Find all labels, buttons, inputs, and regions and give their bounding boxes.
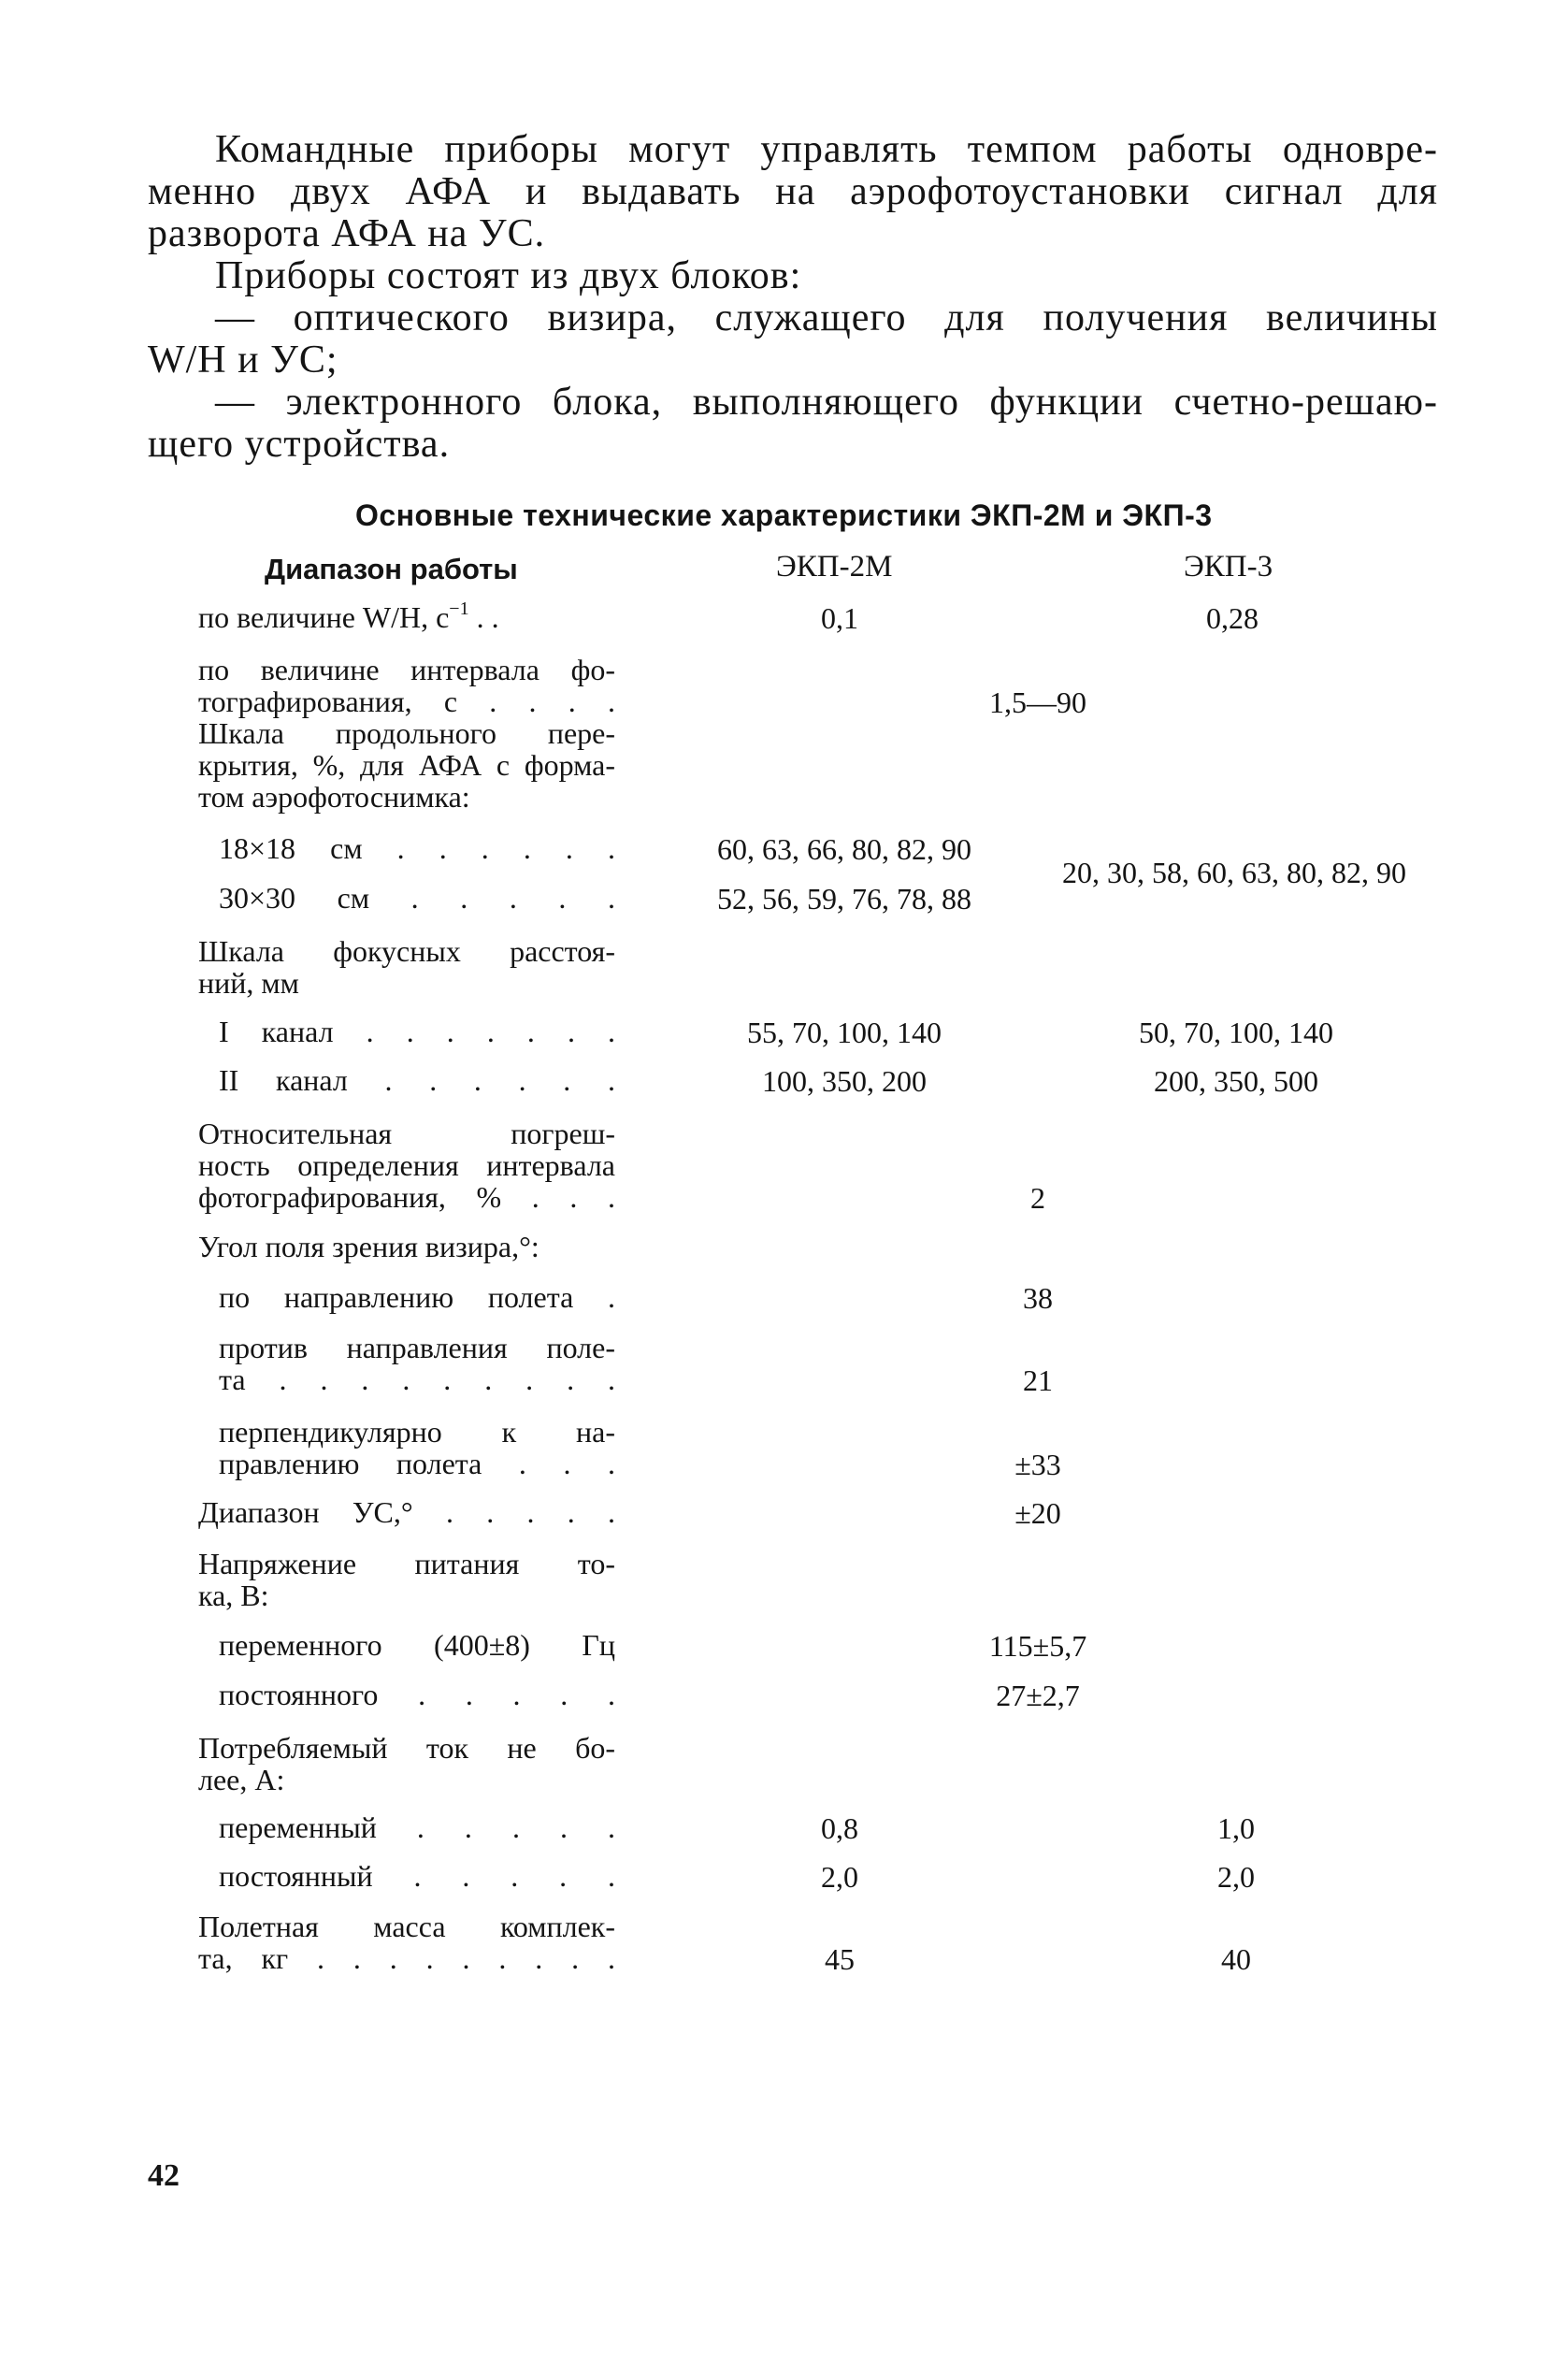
row-label-wh: по величине W/H, $с^{-1}$ . . <box>198 598 499 634</box>
value-30x30-ekp2m: 52, 56, 59, 76, 78, 88 <box>717 882 971 916</box>
body-text <box>148 129 1438 466</box>
value-ac-current-ekp2m: 0,8 <box>821 1811 858 1845</box>
table-title: Основные технические характеристики ЭКП-2М и ЭКП-3 <box>355 498 1213 532</box>
text-line: щего устройства. <box>148 423 451 466</box>
value-overlap-ekp3: 20, 30, 58, 60, 63, 80, 82, 90 <box>1062 856 1406 889</box>
value-wh-ekp2m: 0,1 <box>821 601 858 635</box>
value-ac-voltage: 115±5,7 <box>988 1629 1087 1663</box>
value-channel-2-ekp3: 200, 350, 500 <box>1154 1064 1318 1098</box>
value-interval: 1,5—90 <box>989 685 1086 719</box>
text-line: W/H и УС; <box>148 339 338 382</box>
value-perpendicular: ±33 <box>1014 1448 1061 1481</box>
text-line: — электронного блока, выполняющего функции счетно-решаю- <box>215 381 1438 424</box>
value-18x18-ekp2m: 60, 63, 66, 80, 82, 90 <box>717 832 971 866</box>
value-wh-ekp3: 0,28 <box>1206 601 1259 635</box>
value-mass-ekp3: 40 <box>1221 1942 1251 1976</box>
row-label-mass: Полетная масса комплек- та, кг . . . . . . . . . <box>198 1910 615 1975</box>
row-label-dc-current: постоянный . . . . . <box>219 1859 615 1893</box>
row-label-us-range: Диапазон УС,° . . . . . <box>198 1495 615 1529</box>
text-line: Командные приборы могут управлять темпом работы одновре- <box>215 128 1438 171</box>
text-line: разворота АФА на УС. <box>148 212 546 255</box>
value-channel-1-ekp2m: 55, 70, 100, 140 <box>747 1016 942 1049</box>
row-label-dc-voltage: постоянного . . . . . <box>219 1678 615 1711</box>
page-number: 42 <box>148 2158 180 2193</box>
row-label-18x18: 18×18 см . . . . . . <box>219 831 615 865</box>
text-line: менно двух АФА и выдавать на аэрофотоустановки сигнал для <box>148 170 1438 213</box>
header-param: Диапазон работы <box>265 553 518 585</box>
value-against: 21 <box>1023 1363 1053 1397</box>
row-label-overlap: Шкала продольного пере- крытия, %, для АФА с форма- том аэрофотоснимка: <box>198 716 615 814</box>
row-label-view-angle: Угол поля зрения визира,°: <box>198 1230 539 1263</box>
text-line: — оптического визира, служащего для получения величины <box>215 296 1438 339</box>
value-along: 38 <box>1023 1281 1053 1315</box>
value-mass-ekp2m: 45 <box>825 1942 855 1976</box>
row-label-along: по направлению полета . <box>219 1280 615 1314</box>
value-dc-voltage: 27±2,7 <box>996 1679 1080 1712</box>
row-label-interval: по величине интервала фо- тографирования, с . . . . <box>198 653 615 718</box>
value-error: 2 <box>1030 1181 1045 1215</box>
value-ac-current-ekp3: 1,0 <box>1217 1811 1255 1845</box>
row-label-focal: Шкала фокусных расстоя- ний, мм <box>198 934 615 1000</box>
row-label-ac-current: переменный . . . . . <box>219 1810 615 1844</box>
header-ekp2m: ЭКП-2М <box>776 550 893 584</box>
value-channel-1-ekp3: 50, 70, 100, 140 <box>1139 1016 1333 1049</box>
row-label-channel-1: I канал . . . . . . . <box>219 1015 615 1048</box>
row-label-30x30: 30×30 см . . . . . <box>219 881 615 915</box>
row-label-error: Относительная погреш- ность определения интервала фотографирования, % . . . <box>198 1117 615 1214</box>
row-label-against: против направления поле- та . . . . . . . . . <box>219 1331 615 1396</box>
value-us-range: ±20 <box>1014 1496 1061 1530</box>
row-label-current: Потребляемый ток не бо- лее, А: <box>198 1731 615 1796</box>
row-label-ac-voltage: переменного (400±8) Гц <box>219 1628 615 1662</box>
row-label-voltage: Напряжение питания то- ка, В: <box>198 1547 615 1612</box>
value-channel-2-ekp2m: 100, 350, 200 <box>762 1064 927 1098</box>
header-ekp3: ЭКП-3 <box>1184 550 1273 584</box>
value-dc-current-ekp2m: 2,0 <box>821 1860 858 1894</box>
value-dc-current-ekp3: 2,0 <box>1217 1860 1255 1894</box>
row-label-channel-2: II канал . . . . . . <box>219 1063 615 1097</box>
row-label-perpendicular: перпендикулярно к на- правлению полета . . . <box>219 1415 615 1480</box>
text-line: Приборы состоят из двух блоков: <box>215 254 802 297</box>
